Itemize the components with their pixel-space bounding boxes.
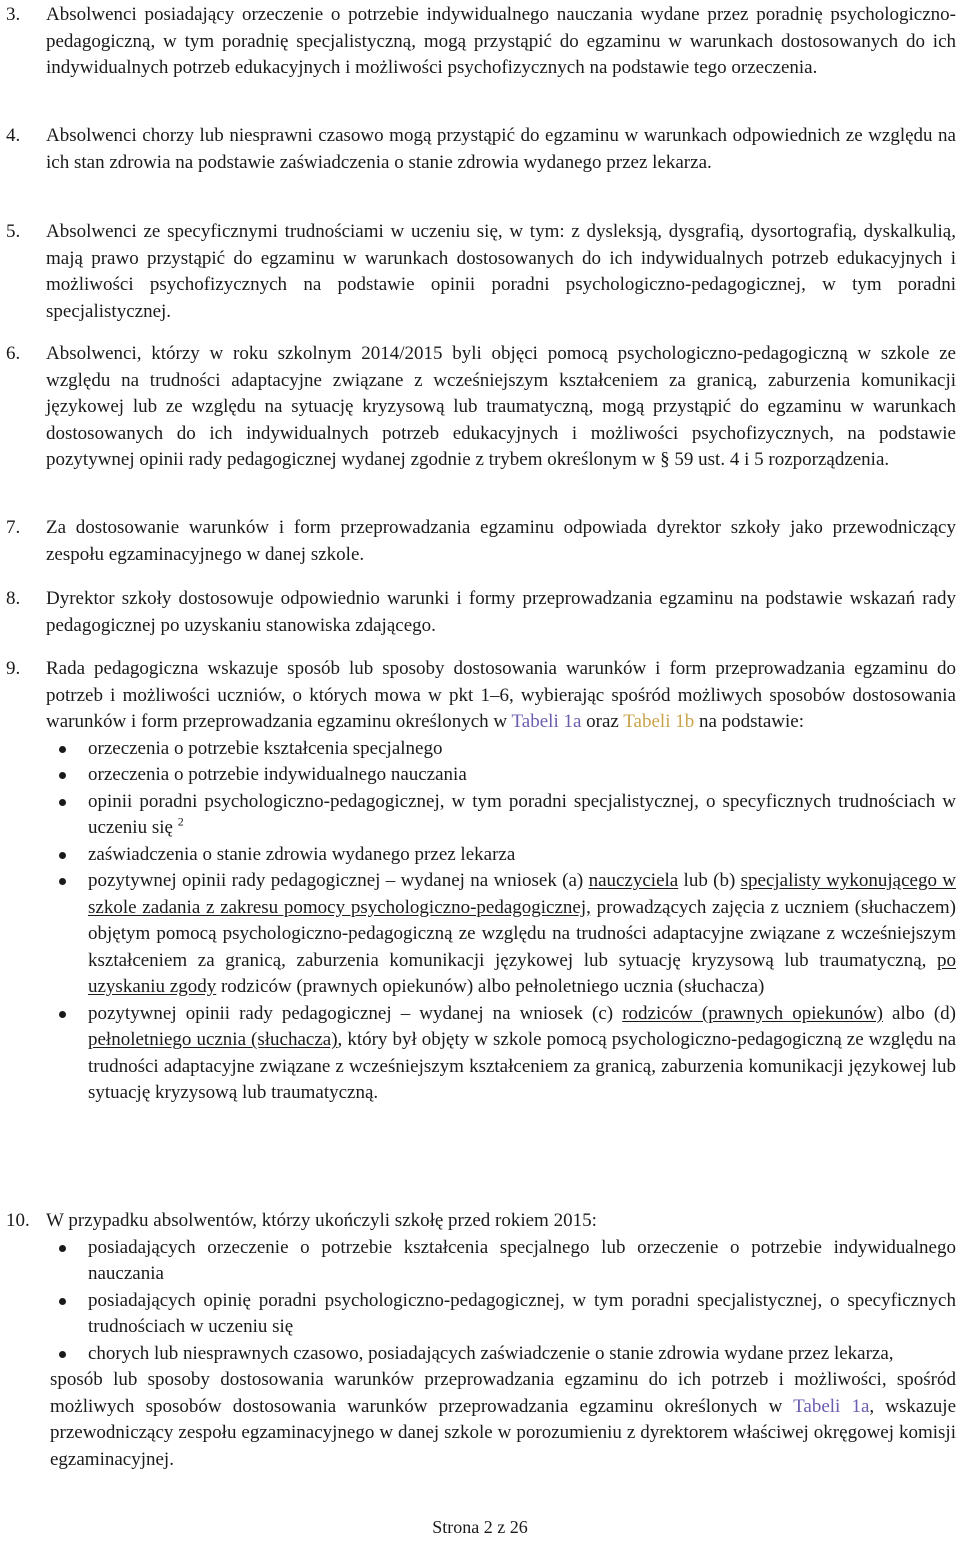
list-item: chorych lub niesprawnych czasowo, posiadających zaświadczenie o stanie zdrowia wydane przez lekarza, <box>46 1341 956 1368</box>
item-number: 8. <box>6 588 21 609</box>
item-number: 4. <box>6 125 21 146</box>
list-item: posiadających opinię poradni psychologiczno-pedagogicznej, w tym poradni specjalistycznej, o specyficznych trudnościach w uczeniu się <box>46 1288 956 1341</box>
item-text: Absolwenci, którzy w roku szkolnym 2014/2015 byli objęci pomocą psychologiczno-pedagogiczną w szkole ze względu na trudności adaptacyjne związane z wcześniejszym kształceniem za granicą, zaburzenia komunikacji językowej lub ze względu na sytuację kryzysową lub traumatyczną, mogą przystąpić do egzaminu w warunkach dostosowanych do ich indywidualnych potrzeb edukacyjnych i możliwości psychofizycznych, na podstawie pozytywnej opinii rady pedagogicznej wydanej zgodnie z trybem określonym w § 59 ust. 4 i 5 rozporządzenia. <box>46 343 956 470</box>
item-text: W przypadku absolwentów, którzy ukończyli szkołę przed rokiem 2015: <box>46 1210 597 1231</box>
list-item: posiadających orzeczenie o potrzebie kształcenia specjalnego lub orzeczenie o potrzebie indywidualnego nauczania <box>46 1235 956 1288</box>
underlined-text: pełnoletniego ucznia (słuchacza) <box>88 1029 338 1050</box>
item-text: Absolwenci chorzy lub niesprawni czasowo mogą przystąpić do egzaminu w warunkach odpowiednich ze względu na ich stan zdrowia na podstawie zaświadczenia o stanie zdrowia wydanego przez lekarza. <box>46 125 956 173</box>
item-text: Za dostosowanie warunków i form przeprowadzania egzaminu odpowiada dyrektor szkoły jako przewodniczący zespołu egzaminacyjnego w danej szkole. <box>46 517 956 565</box>
bullet-icon <box>59 1011 66 1018</box>
bullet-icon <box>59 852 66 859</box>
page-number: Strona 2 z 26 <box>432 1517 528 1537</box>
item-8 <box>6 586 956 639</box>
item-text: Absolwenci ze specyficznymi trudnościami w uczeniu się, w tym: z dysleksją, dysgrafią, dysortografią, dyskalkulią, mają prawo przystąpić do egzaminu w warunkach dostosowanych do ich indywidualnych potrzeb edukacyjnych i możliwości psychofizycznych na podstawie opinii poradni psychologiczno-pedagogicznej, w tym poradni specjalistycznej. <box>46 221 956 322</box>
item-number: 5. <box>6 221 21 242</box>
list-item: zaświadczenia o stanie zdrowia wydanego przez lekarza <box>46 842 956 869</box>
table-1a-link[interactable]: Tabeli 1a <box>793 1395 870 1417</box>
footnote-ref[interactable]: 2 <box>177 814 184 829</box>
item-4 <box>6 123 956 176</box>
item-number: 3. <box>6 4 21 25</box>
bullet-icon <box>59 1298 66 1305</box>
list-item: orzeczenia o potrzebie kształcenia specjalnego <box>46 736 956 763</box>
underlined-text: nauczyciela <box>588 870 679 891</box>
item-3 <box>6 2 956 82</box>
item-text: Rada pedagogiczna wskazuje sposób lub sposoby dostosowania warunków i form przeprowadzania egzaminu do potrzeb i możliwości uczniów, o których mowa w pkt 1–6, wybierając spośród możliwych sposobów dostosowania warunków i form przeprowadzania egzaminu określonych w Tabeli 1a oraz Tabeli 1b na podstawie: <box>46 658 956 732</box>
underlined-text: po uzyskaniu zgody <box>88 949 956 997</box>
list-item: pozytywnej opinii rady pedagogicznej – wydanej na wniosek (a) nauczyciela lub (b) specjalisty wykonującego w szkole zadania z zakresu pomocy psychologiczno-pedagogicznej, prowadzących zajęcia z uczniem (słuchaczem) objętym pomocą psychologiczno-pedagogiczną ze względu na trudności adaptacyjne związane z wcześniejszym kształceniem za granicą, zaburzenia komunikacji językowej lub sytuację kryzysową lub traumatyczną, po uzyskaniu zgody rodziców (prawnych opiekunów) albo pełnoletniego ucznia (słuchacza) <box>46 868 956 1001</box>
underlined-text: rodziców (prawnych opiekunów) <box>622 1002 883 1024</box>
item-number: 6. <box>6 343 21 364</box>
list-item: orzeczenia o potrzebie indywidualnego nauczania <box>46 762 956 789</box>
item-text: Dyrektor szkoły dostosowuje odpowiednio warunki i formy przeprowadzania egzaminu na podstawie wskazań rady pedagogicznej po uzyskaniu stanowiska zdającego. <box>46 588 956 636</box>
item-7 <box>6 515 956 568</box>
bullet-icon <box>59 746 66 753</box>
bullet-icon <box>59 878 66 885</box>
item-conclusion: sposób lub sposoby dostosowania warunków przeprowadzania egzaminu do ich potrzeb i możliwości, spośród możliwych sposobów dostosowania warunków przeprowadzania egzaminu określonych w Tabeli 1a, wskazuje przewodniczący zespołu egzaminacyjnego w danej szkole w porozumieniu z dyrektorem właściwej okręgowej komisji egzaminacyjnej. <box>50 1369 956 1470</box>
table-1b-link[interactable]: Tabeli 1b <box>623 711 695 732</box>
item-text: Absolwenci posiadający orzeczenie o potrzebie indywidualnego nauczania wydane przez poradnię psychologiczno-pedagogiczną, w tym poradnię specjalistyczną, mogą przystąpić do egzaminu w warunkach dostosowanych do ich indywidualnych potrzeb edukacyjnych i możliwości psychofizycznych na podstawie tego orzeczenia. <box>46 4 956 78</box>
item-number: 7. <box>6 517 21 538</box>
bullet-icon <box>59 1351 66 1358</box>
bullet-icon <box>59 772 66 779</box>
item-5 <box>6 219 956 325</box>
underlined-text: specjalisty wykonującego w szkole zadania z zakresu pomocy psychologiczno-pedagogicznej, <box>88 870 956 918</box>
item-number: 10. <box>6 1210 30 1231</box>
item-9 <box>6 656 956 1107</box>
item-number: 9. <box>6 658 21 679</box>
item-10 <box>6 1208 956 1473</box>
bullet-icon <box>59 1245 66 1252</box>
bullet-icon <box>59 799 66 806</box>
list-item: opinii poradni psychologiczno-pedagogicznej, w tym poradni specjalistycznej, o specyficznych trudnościach w uczeniu się $^2$ <box>46 789 956 842</box>
list-item: pozytywnej opinii rady pedagogicznej – wydanej na wniosek (c) rodziców (prawnych opiekunów) albo (d) pełnoletniego ucznia (słuchacza), który był objęty w szkole pomocą psychologiczno-pedagogiczną ze względu na trudności adaptacyjne związane z wcześniejszym kształceniem za granicą, zaburzenia komunikacji językowej lub sytuację kryzysową lub traumatyczną. <box>46 1001 956 1107</box>
item-6 <box>6 341 956 474</box>
table-1a-link[interactable]: Tabeli 1a <box>511 711 582 732</box>
